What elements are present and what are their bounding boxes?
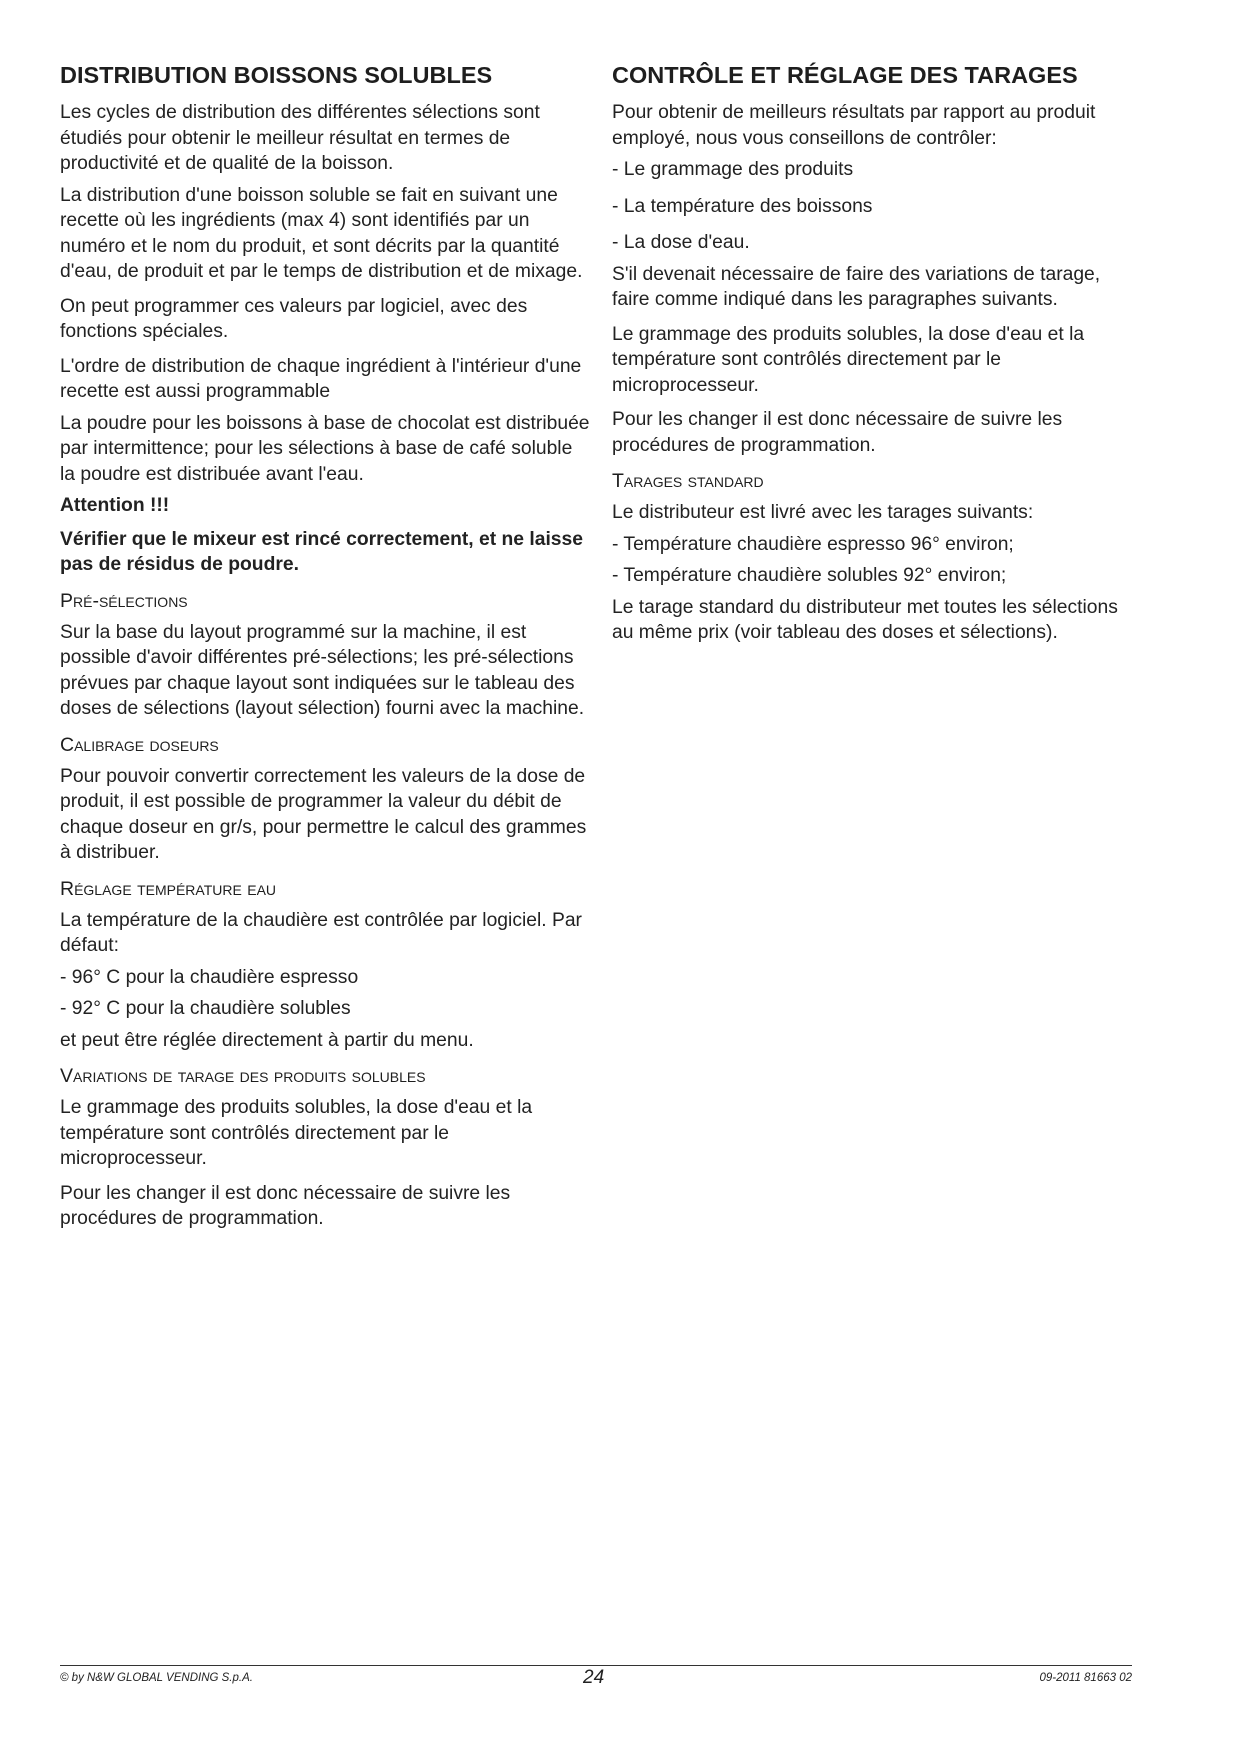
paragraph: Le grammage des produits solubles, la dose d'eau et la température sont contrôlés directement par le microprocesseur. <box>612 323 1085 396</box>
attention-label: Attention !!! <box>60 495 170 516</box>
subheading-tarages-standard: Tarages standard <box>612 470 764 492</box>
paragraph: On peut programmer ces valeurs par logiciel, avec des fonctions spéciales. <box>60 295 528 342</box>
paragraph: Le grammage des produits solubles, la dose d'eau et la température sont contrôlés directement par le microprocesseur. <box>60 1097 533 1169</box>
subheading-variations: Variations de tarage des produits solubles <box>60 1065 426 1087</box>
footer-copyright: © by N&W GLOBAL VENDING S.p.A. <box>60 1672 253 1684</box>
paragraph: Sur la base du layout programmé sur la machine, il est possible d'avoir différentes pré-sélections; les pré-sélections prévues par chaque layout sont indiquées sur le tableau des doses de sélections (layout sélection) fourni avec la machine. <box>60 621 585 719</box>
list-item: - Température chaudière solubles 92° environ; <box>612 565 1007 586</box>
paragraph: La distribution d'une boisson soluble se fait en suivant une recette où les ingrédients (max 4) sont identifiés par un numéro et le nom du produit, et sont décrits par la quantité d'eau, de produit et par le temps de distribution et de mixage. <box>60 184 583 282</box>
paragraph: Les cycles de distribution des différentes sélections sont étudiés pour obtenir le meilleur résultat en termes de productivité et de qualité de la boisson. <box>60 102 540 174</box>
check-list <box>612 157 1142 256</box>
paragraph: Pour les changer il est donc nécessaire de suivre les procédures de programmation. <box>60 1182 511 1229</box>
subheading-reglage: Réglage température eau <box>60 877 277 900</box>
warning-text: Vérifier que le mixeur est rincé correctement, et ne laisse pas de résidus de poudre. <box>60 528 583 575</box>
paragraph: Le tarage standard du distributeur met toutes les sélections au même prix (voir tableau des doses et sélections). <box>612 596 1118 643</box>
footer-divider <box>60 1665 1132 1666</box>
paragraph: La température de la chaudière est contrôlée par logiciel. Par défaut: <box>60 909 582 956</box>
page-number: 24 <box>583 1667 605 1688</box>
paragraph: L'ordre de distribution de chaque ingrédient à l'intérieur d'une recette est aussi programmable <box>60 355 582 402</box>
standard-list <box>612 532 1142 589</box>
subheading-preselections: Pré-sélections <box>60 589 188 612</box>
left-column <box>60 62 590 1238</box>
right-column <box>612 62 1142 652</box>
document-reference: 09-2011 81663 02 <box>1039 1672 1132 1684</box>
paragraph: Pour obtenir de meilleurs résultats par rapport au produit employé, nous vous conseillons de contrôler: <box>612 102 1096 149</box>
paragraph: S'il devenait nécessaire de faire des variations de tarage, faire comme indiqué dans les paragraphes suivants. <box>612 263 1101 310</box>
section-title-controle: CONTRÔLE ET RÉGLAGE DES TARAGES <box>612 62 1078 88</box>
paragraph: La poudre pour les boissons à base de chocolat est distribuée par intermittence; pour les sélections à base de café soluble la poudre est distribuée avant l'eau. <box>60 412 590 485</box>
list-item: - La température des boissons <box>612 195 873 217</box>
paragraph: Pour pouvoir convertir correctement les valeurs de la dose de produit, il est possible de programmer la valeur du débit de chaque doseur en gr/s, pour permettre le calcul des grammes à distribuer. <box>60 765 587 863</box>
list-item: - 96° C pour la chaudière espresso <box>60 966 359 988</box>
list-item: - 92° C pour la chaudière solubles <box>60 998 351 1019</box>
paragraph: Pour les changer il est donc nécessaire de suivre les procédures de programmation. <box>612 409 1063 456</box>
paragraph: et peut être réglée directement à partir du menu. <box>60 1029 474 1051</box>
temperature-list <box>60 965 590 1022</box>
paragraph: Le distributeur est livré avec les tarages suivants: <box>612 502 1034 523</box>
subheading-calibrage: Calibrage doseurs <box>60 733 219 756</box>
list-item: - La dose d'eau. <box>612 232 750 253</box>
list-item: - Température chaudière espresso 96° environ; <box>612 533 1014 555</box>
section-title-distribution: DISTRIBUTION BOISSONS SOLUBLES <box>60 62 493 88</box>
list-item: - Le grammage des produits <box>612 159 854 180</box>
